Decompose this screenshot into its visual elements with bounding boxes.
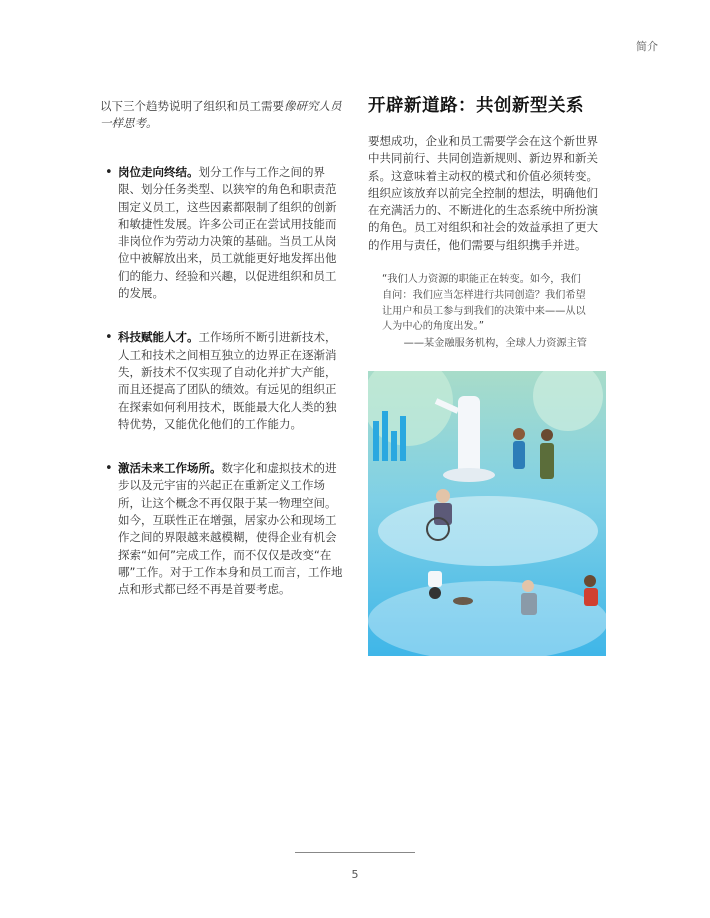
trend-item bbox=[100, 329, 347, 433]
intro-text: 以下三个趋势说明了组织和员工需要 bbox=[100, 99, 284, 113]
intro-paragraph bbox=[100, 98, 347, 132]
section-body: 要想成功，企业和员工需要学会在这个新世界中共同前行、共同创造新规则、新边界和新关系。这意味着主动权的模式和价值必须转变。组织应该放弃以前完全控制的想法，明确他们在充满活力的、不断进化的生态系统中所扮演的角色。员工对组织和社会的效益承担了更大的作用与责任，他们需要与组织携手并进。 bbox=[368, 134, 598, 252]
trend-lead: 科技赋能人才。 bbox=[118, 330, 199, 345]
trend-body: 数字化和虚拟技术的进步以及元宇宙的兴起正在重新定义工作场所，让这个概念不再仅限于某一物理空间。如今，互联性正在增强，居家办公和现场工作之间的界限越来越模糊，使得企业有机会探索“如何”完成工作，而不仅仅是改变“在哪”工作。对于工作本身和员工而言，工作地点和形式都已经不再是首要考虑。 bbox=[118, 461, 343, 597]
intro-italic-text: 像研究人员一样思考。 bbox=[100, 99, 342, 130]
trend-lead: 激活未来工作场所。 bbox=[118, 461, 222, 476]
page-number: 5 bbox=[351, 868, 359, 881]
trend-item bbox=[100, 460, 347, 598]
trend-list bbox=[100, 164, 347, 599]
trend-lead: 岗位走向终结。 bbox=[118, 165, 199, 179]
section-label: 简介 bbox=[636, 40, 658, 53]
future-workplace-illustration bbox=[368, 371, 606, 656]
quote-text: “我们人力资源的职能正在转变。如今，我们自问：我们应当怎样进行共同创造？我们希望让用户和员工参与到我们的决策中来——从以人为中心的角度出发。” bbox=[382, 274, 586, 333]
trend-body: 工作场所不断引进新技术，人工和技术之间相互独立的边界正在逐渐消失，新技术不仅实现了自动化并扩大产能，而且还提高了团队的绩效。有远见的组织正在探索如何利用技术，既能最大化人类的独特优势，又能优化他们的工作能力。 bbox=[118, 330, 337, 431]
section-title: 开辟新道路：共创新型关系 bbox=[368, 96, 584, 116]
trend-item bbox=[100, 164, 347, 302]
left-column bbox=[100, 98, 347, 626]
footer-divider bbox=[295, 852, 415, 853]
quote-attribution: ——某金融服务机构，全球人力资源主管 bbox=[403, 338, 587, 350]
trend-body: 划分工作与工作之间的界限、划分任务类型、以狭窄的角色和职责范围定义员工，这些因素都限制了组织的创新和敏捷性发展。许多公司正在尝试用技能而非岗位作为劳动力决策的基础。当员工从岗位中被解放出来，员工就能更好地发挥出他们的能力、经验和兴趣，以促进组织和员工的发展。 bbox=[118, 165, 337, 301]
pull-quote bbox=[382, 272, 587, 352]
right-column bbox=[368, 92, 608, 352]
